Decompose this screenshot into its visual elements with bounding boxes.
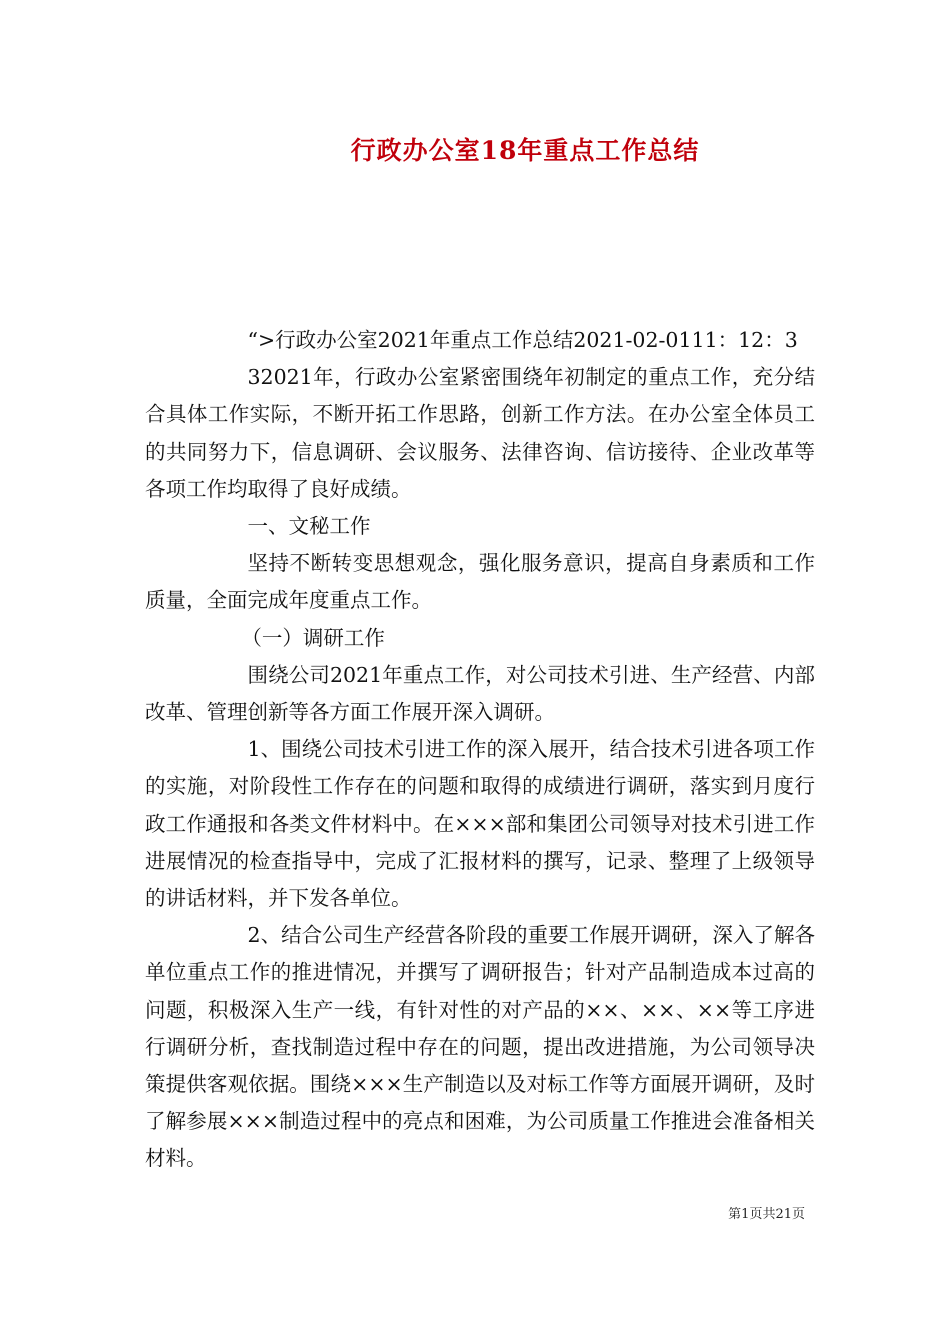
paragraph-research-item-1: 1、围绕公司技术引进工作的深入展开，结合技术引进各项工作的实施，对阶段性工作存在的问题和取得的成绩进行调研，落实到月度行政工作通报和各类文件材料中。在×××部和集团公司领导对技术引进工作进展情况的检查指导中，完成了汇报材料的撰写，记录、整理了上级领导的讲话材料，并下发各单位。 [145,737,815,911]
page-number: 第1页共21页 [728,1207,805,1222]
paragraph-research-item-2: 2、结合公司生产经营各阶段的重要工作展开调研，深入了解各单位重点工作的推进情况，并撰写了调研报告；针对产品制造成本过高的问题，积极深入生产一线，有针对性的对产品的××、××、××等工序进行调研分析，查找制造过程中存在的问题，提出改进措施，为公司领导决策提供客观依据。围绕×××生产制造以及对标工作等方面展开调研，及时了解参展×××制造过程中的亮点和困难，为公司质量工作推进会准备相关材料。 [145,923,815,1171]
document-body [145,322,815,1178]
subsection-heading-research: （一）调研工作 [241,625,385,650]
paragraph-research-intro: 围绕公司2021年重点工作，对公司技术引进、生产经营、内部改革、管理创新等各方面工作展开深入调研。 [145,662,815,725]
document-title: 行政办公室18年重点工作总结 [350,136,700,165]
paragraph-summary: 32021年，行政办公室紧密围绕年初制定的重点工作，充分结合具体工作实际，不断开拓工作思路，创新工作方法。在办公室全体员工的共同努力下，信息调研、会议服务、法律咨询、信访接待、企业改革等各项工作均取得了良好成绩。 [145,365,815,501]
paragraph-intro-line: “>行政办公室2021年重点工作总结2021-02-0111：12：3 [247,328,798,352]
paragraph-secretarial: 坚持不断转变思想观念，强化服务意识，提高自身素质和工作质量，全面完成年度重点工作。 [145,551,815,613]
section-heading-secretarial: 一、文秘工作 [247,514,371,539]
